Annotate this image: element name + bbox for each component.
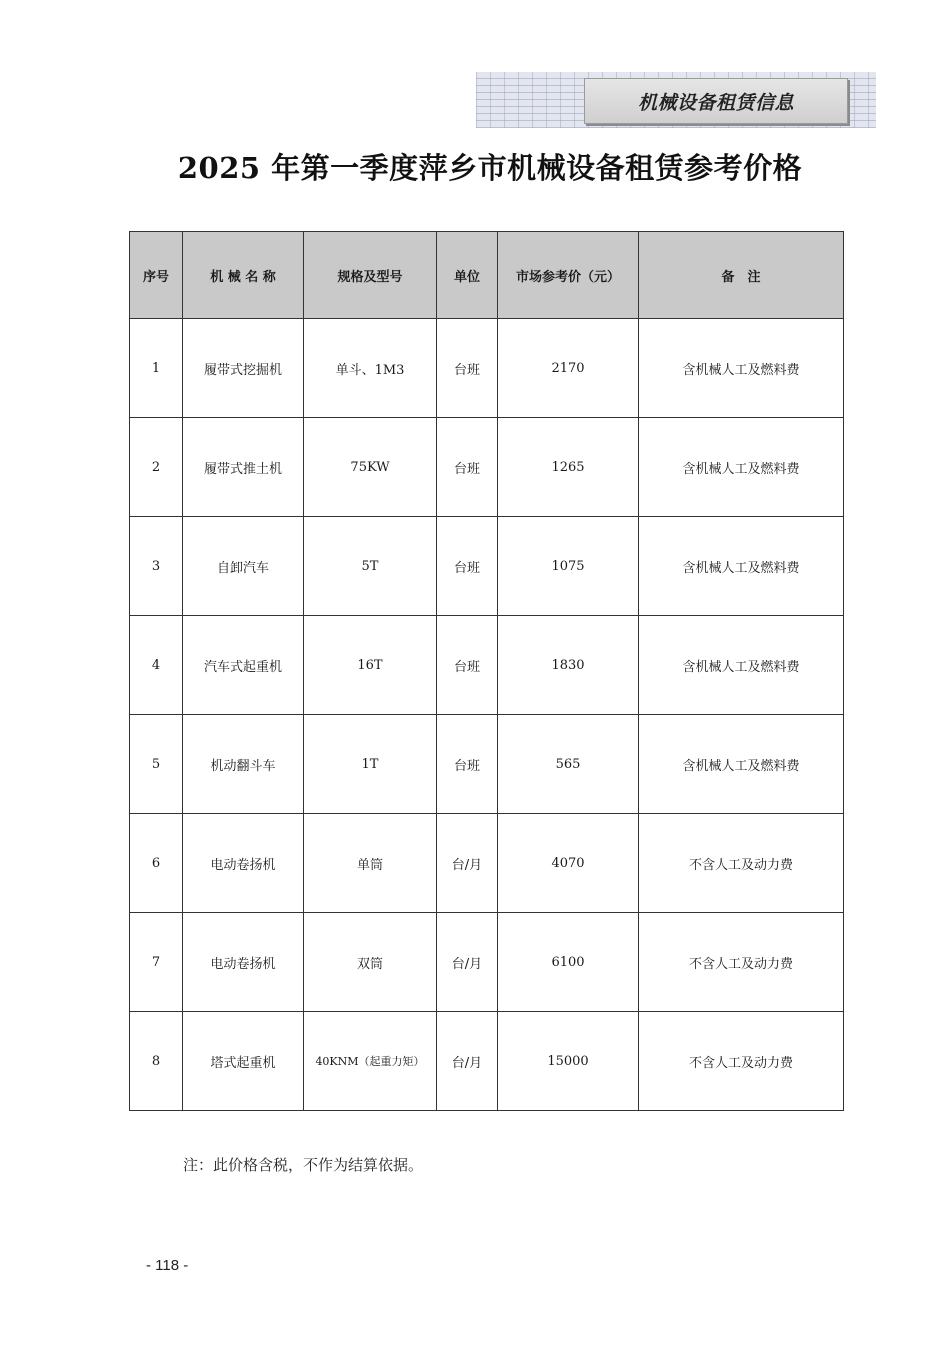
page-title: 2025 年第一季度萍乡市机械设备租赁参考价格 <box>177 151 803 185</box>
cell-price: 2170 <box>498 319 639 418</box>
cell-no: 5 <box>130 715 183 814</box>
cell-name: 汽车式起重机 <box>183 616 304 715</box>
cell-name: 自卸汽车 <box>183 517 304 616</box>
column-header-spec: 规格及型号 <box>304 232 437 319</box>
page-number: - 118 - <box>146 1257 189 1274</box>
cell-remark: 含机械人工及燃料费 <box>639 418 844 517</box>
cell-spec: 75KW <box>304 418 437 517</box>
cell-no: 2 <box>130 418 183 517</box>
cell-unit: 台班 <box>437 616 498 715</box>
cell-name: 履带式挖掘机 <box>183 319 304 418</box>
cell-name: 机动翻斗车 <box>183 715 304 814</box>
cell-unit: 台班 <box>437 517 498 616</box>
cell-name: 履带式推土机 <box>183 418 304 517</box>
column-header-remark: 备 注 <box>639 232 844 319</box>
cell-price: 1830 <box>498 616 639 715</box>
cell-remark: 含机械人工及燃料费 <box>639 517 844 616</box>
cell-spec: 40KNM（起重力矩） <box>304 1012 437 1111</box>
cell-no: 8 <box>130 1012 183 1111</box>
cell-remark: 不含人工及动力费 <box>639 913 844 1012</box>
cell-remark: 含机械人工及燃料费 <box>639 616 844 715</box>
cell-unit: 台班 <box>437 418 498 517</box>
column-header-no: 序号 <box>130 232 183 319</box>
cell-name: 塔式起重机 <box>183 1012 304 1111</box>
cell-price: 565 <box>498 715 639 814</box>
cell-remark: 不含人工及动力费 <box>639 1012 844 1111</box>
section-tag-label: 机械设备租赁信息 <box>584 78 848 124</box>
cell-price: 1075 <box>498 517 639 616</box>
table-row <box>130 1012 844 1111</box>
cell-spec: 1T <box>304 715 437 814</box>
cell-spec: 5T <box>304 517 437 616</box>
cell-name: 电动卷扬机 <box>183 814 304 913</box>
cell-no: 4 <box>130 616 183 715</box>
column-header-name: 机 械 名 称 <box>183 232 304 319</box>
cell-price: 4070 <box>498 814 639 913</box>
cell-price: 1265 <box>498 418 639 517</box>
column-header-unit: 单位 <box>437 232 498 319</box>
cell-unit: 台班 <box>437 319 498 418</box>
rental-price-table <box>129 231 844 1111</box>
cell-remark: 含机械人工及燃料费 <box>639 715 844 814</box>
section-tag-banner <box>476 72 876 128</box>
table-row <box>130 616 844 715</box>
table-row <box>130 715 844 814</box>
cell-no: 6 <box>130 814 183 913</box>
cell-name: 电动卷扬机 <box>183 913 304 1012</box>
cell-unit: 台/月 <box>437 1012 498 1111</box>
cell-remark: 不含人工及动力费 <box>639 814 844 913</box>
table-row <box>130 319 844 418</box>
table-row <box>130 913 844 1012</box>
cell-spec: 16T <box>304 616 437 715</box>
column-header-price: 市场参考价（元） <box>498 232 639 319</box>
table-row <box>130 517 844 616</box>
cell-spec: 单筒 <box>304 814 437 913</box>
footnote: 注：此价格含税，不作为结算依据。 <box>183 1156 424 1174</box>
cell-spec: 双筒 <box>304 913 437 1012</box>
table-row <box>130 814 844 913</box>
cell-no: 7 <box>130 913 183 1012</box>
cell-unit: 台班 <box>437 715 498 814</box>
table-row <box>130 418 844 517</box>
cell-price: 15000 <box>498 1012 639 1111</box>
cell-no: 3 <box>130 517 183 616</box>
cell-no: 1 <box>130 319 183 418</box>
cell-price: 6100 <box>498 913 639 1012</box>
cell-remark: 含机械人工及燃料费 <box>639 319 844 418</box>
cell-unit: 台/月 <box>437 913 498 1012</box>
table-header-row <box>130 232 844 319</box>
cell-unit: 台/月 <box>437 814 498 913</box>
cell-spec: 单斗、1M3 <box>304 319 437 418</box>
